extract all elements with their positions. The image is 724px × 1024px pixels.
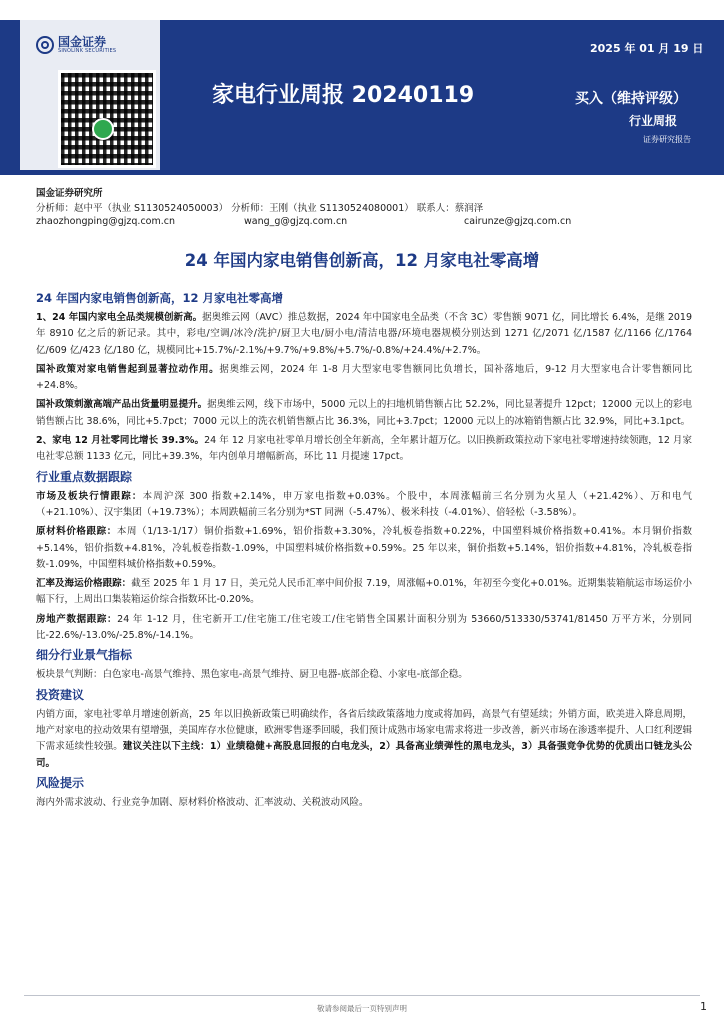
paragraph (36, 433, 692, 466)
email-link[interactable]: cairunze@gjzq.com.cn (464, 216, 572, 227)
company-name: 国金证券 (58, 35, 107, 49)
bold-lead: 房地产数据跟踪： (36, 613, 118, 625)
paragraph (36, 612, 692, 645)
bold-lead: 1、24 年国内家电全品类规模创新高。 (36, 312, 203, 323)
paragraph-text: 据奥维云网（AVC）推总数据，2024 年中国家电全品类（不含 3C）零售额 9071 亿，同比增长 6.4%，是继 2019 年 8910 亿之后的新记录。其中，彩电/空调/冰冷/洗护/厨卫大电/厨小电/清洁电器/环境电器规模分别达到 1271 亿/2071 亿/1587 亿/1166 亿/1764 亿/609 亿/423 亿/180 亿，规模同比+15.7%/-2.1%/+9.7%/+9.8%/+5.7%/-0.8%/+24.4%/+2.7%。 (36, 312, 692, 356)
analyst-line: 分析师：赵中平（执业 S1130524050003） 分析师：王刚（执业 S1130524080001） 联系人：蔡润泽 (36, 203, 484, 214)
bold-lead: 国补政策对家电销售起到显著拉动作用。 (36, 363, 220, 375)
company-logo-icon (36, 36, 54, 54)
section-heading: 投资建议 (36, 687, 85, 702)
report-title: 家电行业周报 20240119 (212, 83, 475, 108)
report-type: 行业周报 (629, 114, 678, 128)
section-heading: 行业重点数据跟踪 (36, 469, 133, 484)
section-heading: 风险提示 (36, 775, 85, 790)
paragraph: 板块景气判断：白色家电-高景气维持、黑色家电-高景气维持、厨卫电器-底部企稳、小家电-底部企稳。 (36, 669, 468, 681)
bold-lead: 建议关注以下主线：1）业绩稳健+高股息回报的白电龙头，2）具备高业绩弹性的黑电龙头，3）具备强竞争优势的优质出口链龙头公司。 (36, 741, 692, 769)
wechat-logo-icon (92, 118, 114, 140)
paragraph (36, 524, 692, 573)
paragraph (36, 397, 692, 430)
report-category: 证券研究报告 (643, 135, 691, 144)
section-heading: 细分行业景气指标 (36, 648, 133, 663)
email-link[interactable]: zhaozhongping@gjzq.com.cn (36, 216, 175, 227)
paragraph-text: 据奥维云网，2024 年 1-8 月大型家电零售额同比负增长，国补落地后，9-12 月大型家电合计零售额同比+24.8%。 (36, 363, 692, 392)
institute-name: 国金证券研究所 (36, 188, 103, 199)
email-row (36, 216, 696, 230)
report-body (36, 288, 692, 814)
paragraph-text: 内销方面，家电社零单月增速创新高，25 年以旧换新政策已明确续作，各省后续政策落地力度或将加码，高景气有望延续；外销方面，欧美进入降息周期，地产对家电的拉动效果有望增强，美国库存水位健康，欧洲零售逐季回暖，我们预计成熟市场家电需求将进一步改善，新兴市场在渗透率提升、人口红利逻辑下需求延续性较强。 (36, 708, 692, 753)
paragraph-text: 本周沪深 300 指数+2.14%，申万家电指数+0.03%。个股中，本周涨幅前三名分别为火星人（+21.42%）、万和电气（+21.10%）、汉宇集团（+19.73%）；本周跌幅前三名分别为*ST 同洲（-5.47%）、极米科技（-4.01%）、倍轻松（-3.58%）。 (36, 490, 692, 518)
bold-lead: 市场及板块行情跟踪： (36, 490, 143, 502)
paragraph-text: 本周（1/13-1/17）铜价指数+1.69%，铝价指数+3.30%，冷轧板卷指数+0.22%，中国塑料城价格指数+0.41%。本月铜价指数+5.14%，铝价指数+4.81%，冷轧板卷指数-1.09%，中国塑料城价格指数+0.59%。25 年以来，铜价指数+5.14%，铝价指数+4.81%，冷轧板卷指数-1.09%，中国塑料城价格指数+0.59%。 (36, 526, 692, 570)
footer-disclaimer: 敬请参阅最后一页特别声明 (317, 1004, 407, 1013)
paragraph (36, 489, 692, 522)
bold-lead: 国补政策刺激高端产品出货量明显提升。 (36, 399, 208, 411)
paragraph-text: 24 年 12 月家电社零单月增长创全年新高，全年累计超万亿。以旧换新政策拉动下家电社零增速持续领跑，12 月家电社零总额 1133 亿元，同比+39.3%，年内创单月增幅新高，环比 11 月提速 17pct。 (36, 435, 692, 463)
paragraph (36, 576, 692, 609)
paragraph-text: 据奥维云网，线下市场中，5000 元以上的扫地机销售额占比 52.2%，同比显著提升 12pct；12000 元以上的彩电销售额占比 38.6%，同比+5.7pct；7000 元以上的洗衣机销售额占比 36.3%，同比+3.7pct；12000 元以上的冰箱销售额占比 32.9%，同比+3.1pct。 (36, 399, 692, 427)
paragraph (36, 362, 692, 395)
page-number: 1 (700, 1000, 707, 1013)
company-name-en: SINOLINK SECURITIES (58, 48, 117, 54)
main-headline: 24 年国内家电销售创新高，12 月家电社零高增 (184, 251, 540, 270)
bold-lead: 原材料价格跟踪： (36, 526, 117, 538)
paragraph (36, 310, 692, 359)
paragraph-text: 24 年 1-12 月，住宅新开工/住宅施工/住宅竣工/住宅销售全国累计面积分别为 53660/513330/53741/81450 万平方米，分别同比-22.6%/-13.0%/-25.8%/-14.1%。 (36, 613, 692, 642)
paragraph-text: 截至 2025 年 1 月 17 日，美元兑人民币汇率中间价报 7.19，周涨幅+0.01%，年初至今变化+0.01%。近期集装箱航运市场运价小幅下行，上周出口集装箱运价综合指数环比-0.20%。 (36, 578, 692, 606)
section-heading: 24 年国内家电销售创新高，12 月家电社零高增 (36, 291, 284, 305)
email-link[interactable]: wang_g@gjzq.com.cn (244, 216, 348, 227)
report-date: 2025 年 01 月 19 日 (590, 42, 704, 55)
paragraph (36, 707, 692, 772)
paragraph: 海内外需求波动、行业竞争加剧、原材料价格波动、汇率波动、关税波动风险。 (36, 796, 369, 808)
bold-lead: 汇率及海运价格跟踪： (36, 578, 132, 590)
rating-badge: 买入（维持评级） (575, 91, 687, 107)
bold-lead: 2、家电 12 月社零同比增长 39.3%。 (36, 435, 205, 447)
footer-divider (24, 995, 700, 996)
